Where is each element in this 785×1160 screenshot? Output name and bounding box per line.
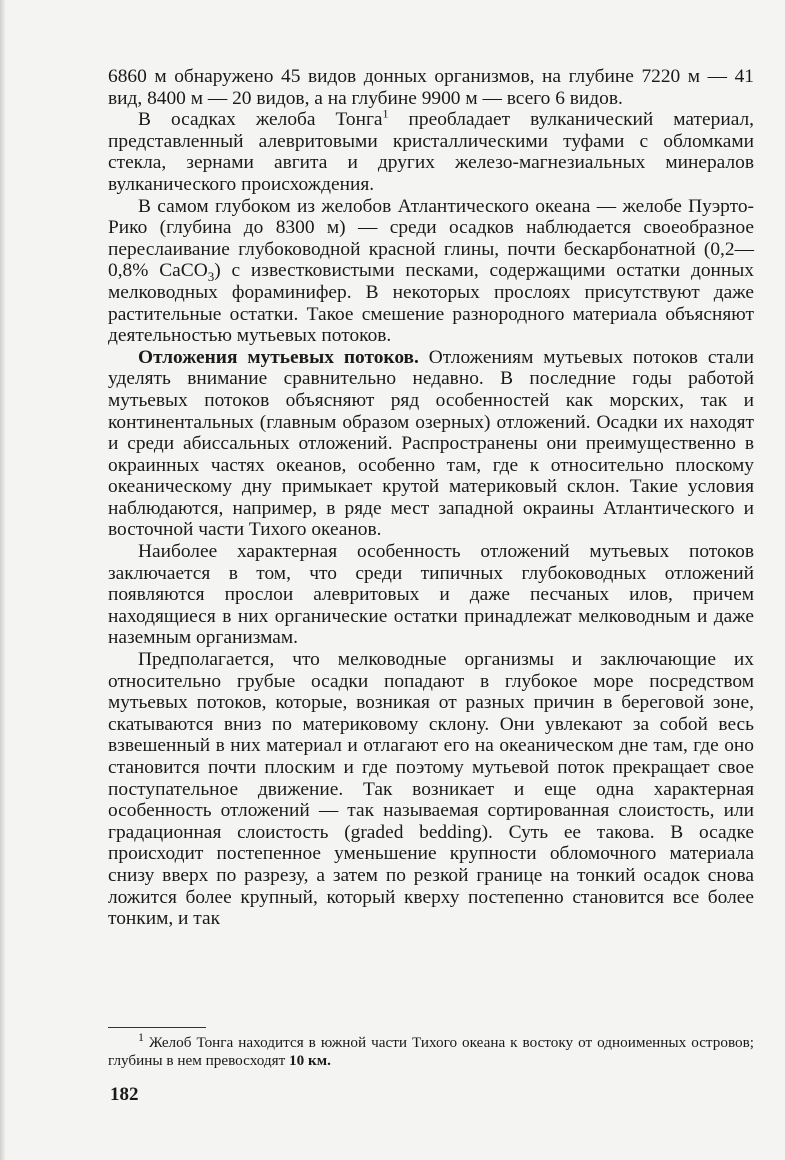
- paragraph-2-text-b: преобладает вулканический материал, представленный алевритовыми кристаллическими туфами с обломками стекла, зернами авгита и других железо-магнезиальных минералов вулканического происхождения.: [108, 109, 754, 195]
- paragraph-3-text-a: В самом глубоком из желобов Атлантического океана — желобе Пуэрто-Рико (глубина до 8300 м) — среди осадков наблюдается своеобразное переслаивание глубоководной красной глины, почти бескарбонатной (0,2—0,8% CaCO: [108, 195, 754, 282]
- paragraph-3: [108, 196, 754, 347]
- paragraph-4: [108, 347, 754, 541]
- footnote-marker: 1: [382, 106, 389, 121]
- book-spine-shadow: [0, 0, 6, 1160]
- footnote-separator: [108, 1027, 206, 1028]
- paragraph-3-text-b: ) с известковистыми песками, содержащими остатки донных мелководных фораминифер. В некоторых прослоях присутствуют даже растительные остатки. Такое смешение разнородного материала объясняют деятельностью мутьевых потоков.: [108, 260, 754, 347]
- paragraph-6: Предполагается, что мелководные организмы и заключающие их относительно грубые осадки попадают в глубокое море посредством мутьевых потоков, которые, возникая от разных причин в береговой зоне, скатываются вниз по материковому склону. Они увлекают за собой весь взвешенный в них материал и отлагают его на океаническом дне там, где оно становится почти плоским и где поэтому мутьевой поток прекращает свое поступательное движение. Так возникает и еще одна характерная особенность отложений — так называемая сортированная слоистость, или градационная слоистость (graded bedding). Суть ее такова. В осадке происходит постепенное уменьшение крупности обломочного материала снизу вверх по разрезу, а затем по резкой границе на тонкий осадок снова ложится более крупный, который кверху постепенно становится все более тонким, и так: [108, 649, 754, 930]
- paragraph-1: 6860 м обнаружено 45 видов донных организмов, на глубине 7220 м — 41 вид, 8400 м — 20 видов, а на глубине 9900 м — всего 6 видов.: [108, 66, 754, 109]
- footnote-number: 1: [138, 1029, 144, 1044]
- footnote: [108, 1029, 754, 1070]
- footnote-text: Желоб Тонга находится в южной части Тихого океана к востоку от одноименных островов; глубины в нем превосходят: [108, 1034, 754, 1069]
- page-number: 182: [110, 1084, 139, 1105]
- page-body: [108, 66, 754, 930]
- paragraph-2-text-a: В осадках желоба Тонга: [138, 109, 383, 131]
- paragraph-5: Наиболее характерная особенность отложений мутьевых потоков заключается в том, что среди типичных глубоководных отложений появляются прослои алевритовых и даже песчаных илов, причем находящиеся в них органические остатки принадлежат мелководным и даже наземным организмам.: [108, 541, 754, 649]
- subscript-3: 3: [207, 269, 215, 285]
- paragraph-2: [108, 106, 754, 195]
- footnote-bold-tail: 10 км.: [289, 1052, 331, 1069]
- paragraph-4-text: Отложениям мутьевых потоков стали уделять внимание сравнительно недавно. В последние годы работой мутьевых потоков объясняют ряд особенностей как морских, так и континентальных (главным образом озерных) отложений. Осадки их находят и среди абиссальных отложений. Распространены они преимущественно в окраинных частях океанов, особенно там, где к относительно плоскому океаническому дну примыкает крутой материковый склон. Такие условия наблюдаются, например, в ряде мест западной окраины Атлантического и восточной части Тихого океанов.: [108, 346, 754, 541]
- section-lead-heading: Отложения мутьевых потоков.: [138, 346, 419, 368]
